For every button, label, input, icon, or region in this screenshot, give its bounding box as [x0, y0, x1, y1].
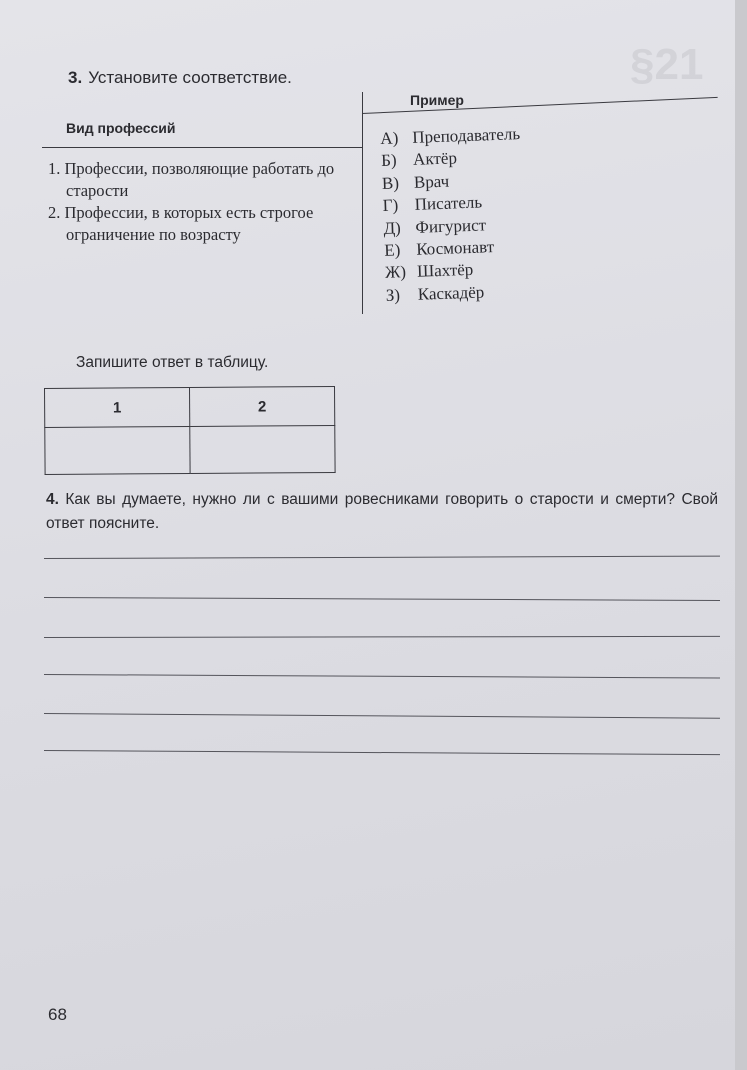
profession-examples-list	[380, 123, 526, 307]
profession-type-item: 1. Профессии, позволяющие работать до старости	[48, 159, 335, 200]
bleed-through-mark: §21	[630, 40, 704, 89]
page-number: 68	[48, 1005, 67, 1024]
answer-header-1: 1	[45, 387, 190, 427]
example-letter: З)	[385, 285, 401, 305]
answer-writing-line[interactable]	[44, 750, 720, 755]
answer-writing-line[interactable]	[44, 556, 720, 559]
task-3-number: 3.	[68, 68, 83, 87]
answer-writing-line[interactable]	[44, 713, 720, 719]
answer-writing-line[interactable]	[44, 674, 720, 679]
answer-cell-2[interactable]	[190, 425, 335, 473]
example-letter: Д)	[383, 217, 402, 238]
answer-writing-line[interactable]	[44, 597, 720, 601]
answer-table	[44, 386, 336, 475]
task-4-question	[46, 488, 718, 536]
example-letter: Е)	[383, 240, 401, 260]
example-text: Актёр	[412, 148, 458, 170]
example-letter: Ж)	[384, 262, 407, 283]
task-4-number: 4.	[46, 491, 59, 508]
column-header-examples: Пример	[410, 92, 464, 108]
profession-types-list	[48, 158, 358, 246]
example-text: Каскадёр	[417, 282, 485, 304]
table-divider-vertical	[362, 92, 363, 314]
example-item	[385, 280, 525, 307]
example-letter: А)	[380, 128, 399, 148]
task-4-text: Как вы думаете, нужно ли с вашими ровесниками говорить о старости и смерти? Свой ответ поясните.	[46, 491, 718, 532]
answer-header-2: 2	[189, 386, 334, 426]
task-3-title: Установите соответствие.	[88, 68, 292, 87]
task-3-heading	[68, 68, 292, 88]
profession-type-item: 2. Профессии, в которых есть строгое ограничение по возрасту	[48, 203, 314, 244]
example-text: Фигурист	[415, 214, 487, 237]
example-letter: Б)	[380, 150, 397, 171]
example-text: Преподаватель	[412, 124, 521, 147]
example-text: Шахтёр	[416, 260, 474, 282]
answer-prompt: Запишите ответ в таблицу.	[76, 354, 269, 371]
answer-cell-1[interactable]	[45, 426, 190, 474]
example-letter: В)	[381, 173, 400, 193]
example-text: Космонавт	[415, 237, 495, 259]
example-text: Врач	[413, 171, 450, 192]
answer-writing-line[interactable]	[44, 636, 720, 638]
example-text: Писатель	[414, 192, 483, 215]
column-header-types: Вид профессий	[66, 120, 176, 136]
table-divider-left	[42, 147, 362, 148]
example-letter: Г)	[382, 195, 399, 216]
